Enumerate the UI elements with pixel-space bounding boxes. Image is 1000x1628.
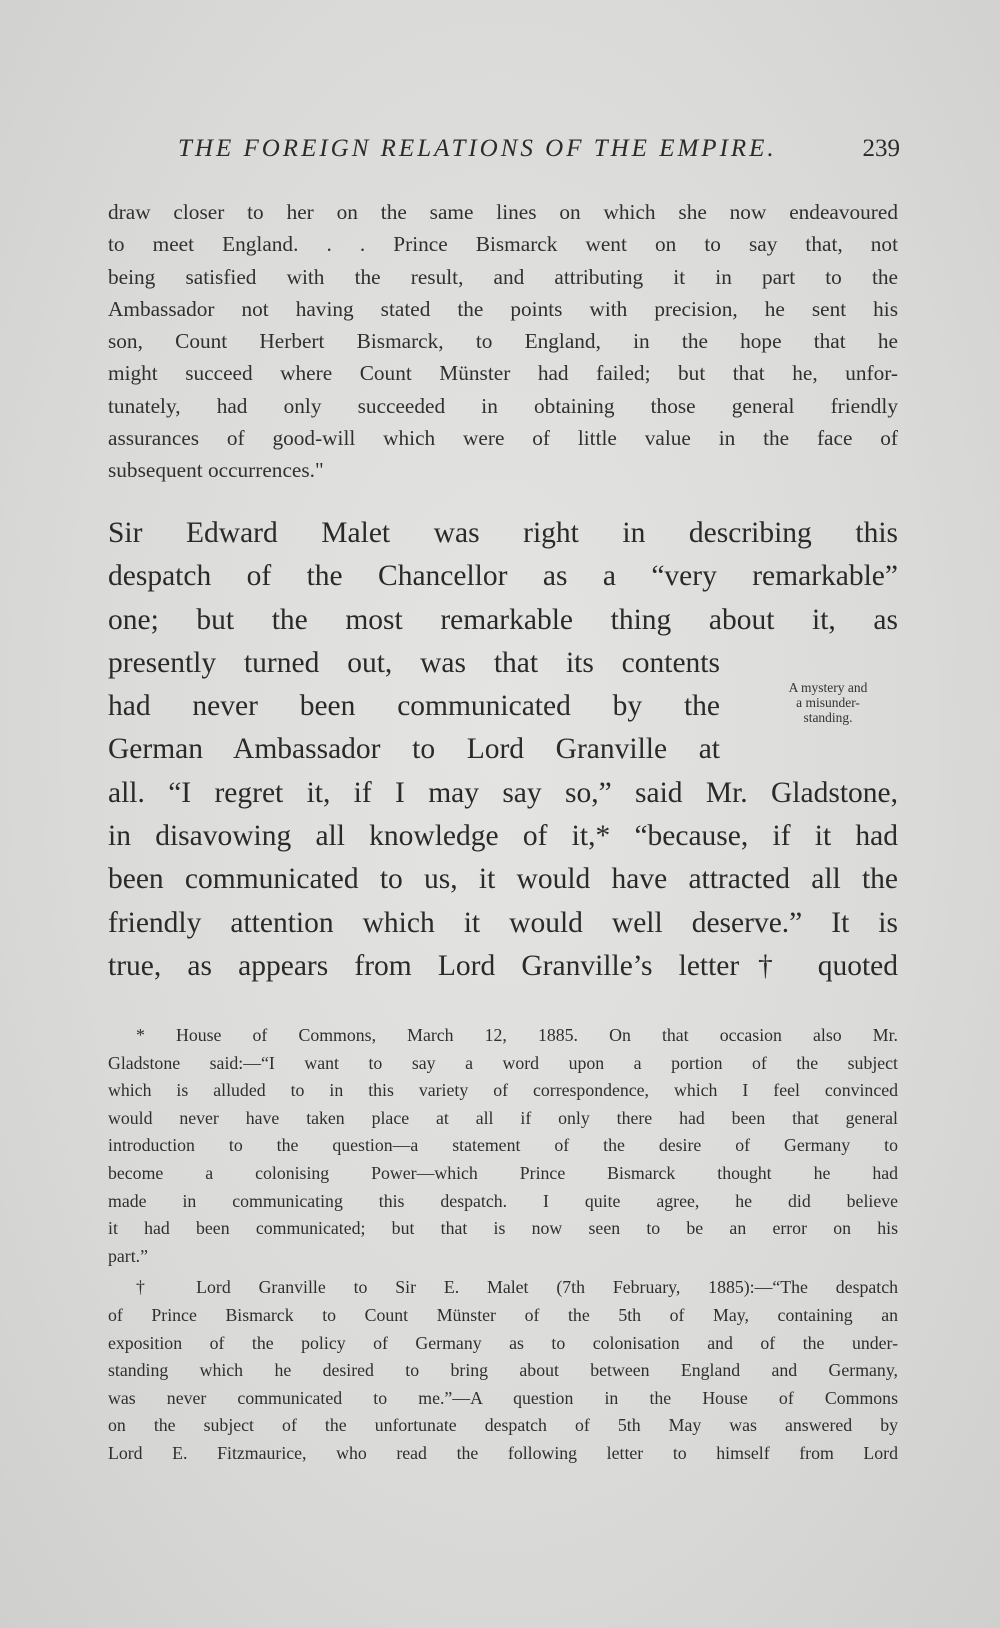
quote-line: assurances of good-will which were of little value in the face of bbox=[108, 426, 898, 451]
footnote-line: which is alluded to in this variety of correspondence, which I feel convinced bbox=[108, 1080, 898, 1101]
body-line: one; but the most remarkable thing about it, as bbox=[108, 603, 898, 636]
footnote-line: made in communicating this despatch. I quite agree, he did believe bbox=[108, 1190, 898, 1211]
footnote-line: part.” bbox=[108, 1245, 148, 1266]
body-line: German Ambassador to Lord Granville at bbox=[108, 733, 720, 766]
footnote-line: would never have taken place at all if only there had been that general bbox=[108, 1107, 898, 1128]
footnote-line: exposition of the policy of Germany as to colonisation and of the under- bbox=[108, 1332, 898, 1353]
main-paragraph bbox=[108, 512, 898, 988]
footnote-line: * House of Commons, March 12, 1885. On that occasion also Mr. bbox=[136, 1025, 898, 1045]
quote-line: son, Count Herbert Bismarck, to England, in the hope that he bbox=[108, 329, 898, 354]
footnote-line: was never communicated to me.”—A question in the House of Commons bbox=[108, 1387, 898, 1408]
footnote-line: on the subject of the unfortunate despatch of 5th May was answered by bbox=[108, 1415, 898, 1436]
body-line: despatch of the Chancellor as a “very remarkable” bbox=[108, 560, 898, 593]
quote-line: draw closer to her on the same lines on which she now endeavoured bbox=[108, 200, 898, 224]
body-line: Sir Edward Malet was right in describing this bbox=[108, 517, 898, 549]
body-line: in disavowing all knowledge of it,* “because, if it had bbox=[108, 820, 898, 853]
footnote-line: introduction to the question—a statement of the desire of Germany to bbox=[108, 1135, 898, 1156]
body-line: all. “I regret it, if I may say so,” said Mr. Gladstone, bbox=[108, 776, 898, 809]
quote-line: might succeed where Count Münster had failed; but that he, unfor- bbox=[108, 361, 898, 386]
body-line: friendly attention which it would well deserve.” It is bbox=[108, 906, 898, 939]
footnotes bbox=[108, 1022, 898, 1468]
quote-line: tunately, had only succeeded in obtaining those general friendly bbox=[108, 393, 898, 418]
margin-note-line: standing. bbox=[803, 710, 853, 725]
quote-line: Ambassador not having stated the points with precision, he sent his bbox=[108, 296, 898, 321]
margin-note bbox=[758, 680, 898, 725]
margin-note-line: a misunder- bbox=[796, 695, 860, 710]
running-head bbox=[106, 135, 900, 175]
footnote-line: it had been communicated; but that is now seen to be an error on his bbox=[108, 1218, 898, 1239]
quote-line: to meet England. . . Prince Bismarck went on to say that, not bbox=[108, 232, 898, 257]
footnote-line: of Prince Bismarck to Count Münster of the 5th of May, containing an bbox=[108, 1304, 898, 1325]
quote-line: being satisfied with the result, and attributing it in part to the bbox=[108, 264, 898, 289]
footnote-line: standing which he desired to bring about between England and Germany, bbox=[108, 1360, 898, 1381]
running-title: THE FOREIGN RELATIONS OF THE EMPIRE. bbox=[178, 135, 777, 162]
body-line: presently turned out, was that its contents bbox=[108, 646, 720, 679]
footnote-line: Lord E. Fitzmaurice, who read the following letter to himself from Lord bbox=[108, 1442, 898, 1463]
body-line: true, as appears from Lord Granville’s letter† quoted bbox=[108, 949, 898, 982]
footnote-line: † Lord Granville to Sir E. Malet (7th February, 1885):—“The despatch bbox=[136, 1277, 898, 1298]
body-line: been communicated to us, it would have attracted all the bbox=[108, 863, 898, 896]
margin-note-line: A mystery and bbox=[788, 680, 868, 695]
footnote-line: Gladstone said:—“I want to say a word upon a portion of the subject bbox=[108, 1052, 898, 1073]
page-number: 239 bbox=[862, 135, 900, 162]
footnote-line: become a colonising Power—which Prince Bismarck thought he had bbox=[108, 1162, 898, 1183]
body-line: had never been communicated by the bbox=[108, 690, 720, 723]
quote-line: subsequent occurrences." bbox=[108, 458, 324, 483]
quoted-passage bbox=[108, 196, 898, 487]
